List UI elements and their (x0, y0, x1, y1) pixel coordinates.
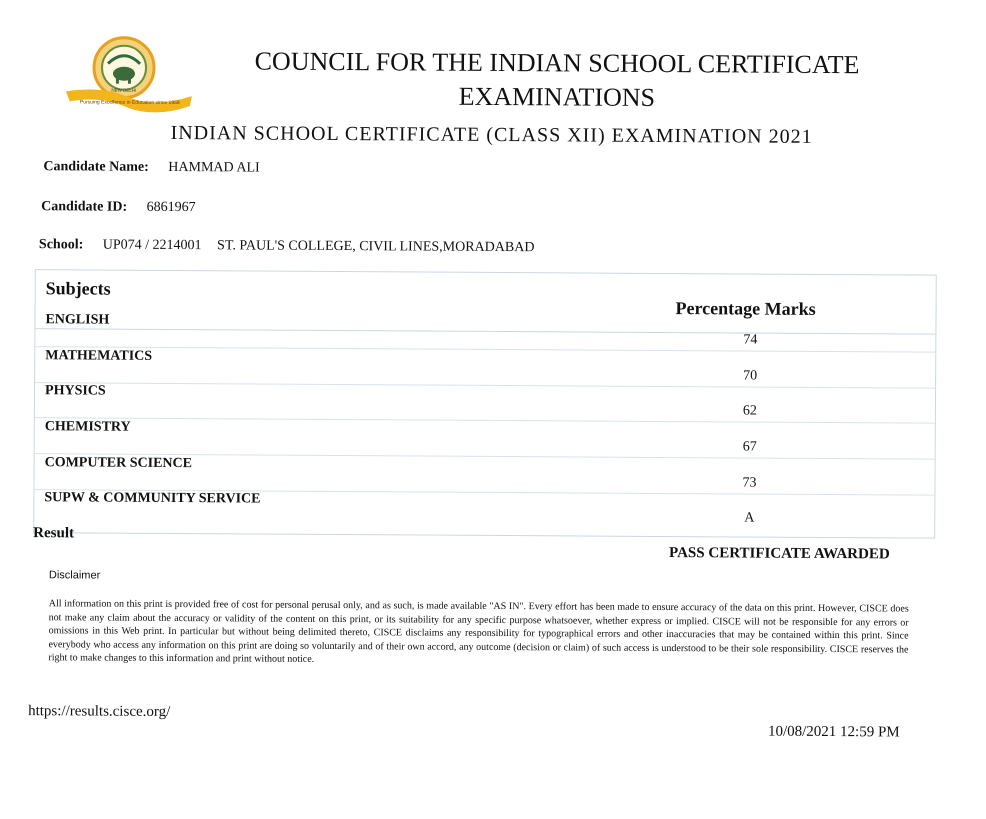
table-row (34, 490, 934, 535)
results-url: https://results.cisce.org/ (28, 703, 171, 720)
school-code: UP074 / 2214001 (102, 237, 202, 254)
subject-marks: 73 (742, 475, 757, 491)
subject-name: SUPW & COMMUNITY SERVICE (44, 490, 261, 507)
svg-text:Pursuing Excellence in Educati: Pursuing Excellence in Education since 1958 (79, 99, 180, 107)
exam-title: INDIAN SCHOOL CERTIFICATE (CLASS XII) EXAMINATION 2021 (170, 121, 813, 148)
subject-marks: 74 (743, 332, 758, 348)
school-label: School: (38, 237, 84, 253)
subject-name: ENGLISH (45, 312, 110, 328)
candidate-id-label: Candidate ID: (41, 199, 128, 215)
table-row (35, 312, 935, 352)
print-timestamp: 10/08/2021 12:59 PM (767, 723, 900, 741)
result-value: PASS CERTIFICATE AWARDED (669, 545, 890, 563)
table-row (35, 419, 935, 459)
cisce-logo-icon (64, 33, 194, 116)
subject-marks: 67 (742, 439, 757, 455)
disclaimer-title: Disclaimer (48, 569, 101, 582)
school-name: ST. PAUL'S COLLEGE, CIVIL LINES,MORADABAD (217, 238, 535, 256)
subject-name: PHYSICS (45, 383, 106, 399)
subject-name: CHEMISTRY (44, 419, 131, 435)
candidate-name-label: Candidate Name: (43, 159, 149, 175)
table-row (35, 383, 935, 423)
subjects-column-header: Subjects (45, 278, 111, 299)
subject-name: COMPUTER SCIENCE (44, 455, 193, 472)
candidate-id-field (41, 199, 196, 216)
council-title: COUNCIL FOR THE INDIAN SCHOOL CERTIFICATE EXAMINATIONS (254, 46, 860, 112)
candidate-name-value: HAMMAD ALI (168, 159, 260, 176)
marks-column-header: Percentage Marks (675, 298, 816, 319)
subject-name: MATHEMATICS (45, 348, 153, 364)
table-row (34, 455, 934, 495)
school-field (39, 237, 535, 256)
table-row (35, 348, 935, 388)
candidate-id-value: 6861967 (146, 199, 196, 216)
subject-marks: 62 (742, 403, 757, 419)
result-label: Result (33, 525, 75, 542)
svg-text:NEW DELHI: NEW DELHI (111, 87, 137, 93)
marks-table (33, 269, 937, 539)
candidate-name-field (43, 159, 259, 176)
subject-marks: 70 (743, 368, 758, 384)
disclaimer-text: All information on this print is provided free of cost for personal perusal only, and as such, is made available "AS IN". Every effort has been made to ensure accuracy of the data on this print. However, CISCE does not make any claim about the accuracy or validity of the content on this print, or its suitability for any specific purpose whatsoever, whether express or implied. CISCE will not be responsible for any errors or omissions in this Web print. In particular but without being delimited thereto, CISCE disclaims any responsibility for typographical errors and other inaccuracies that may be contained within this print. Since everybody who access any information on this print are doing so voluntarily and of their own accord, any outcome (decision or claim) of such access is understood to be their sole responsibility. CISCE reserves the right to make changes to this information and print without notice. (48, 598, 909, 666)
subject-marks: A (744, 510, 755, 526)
